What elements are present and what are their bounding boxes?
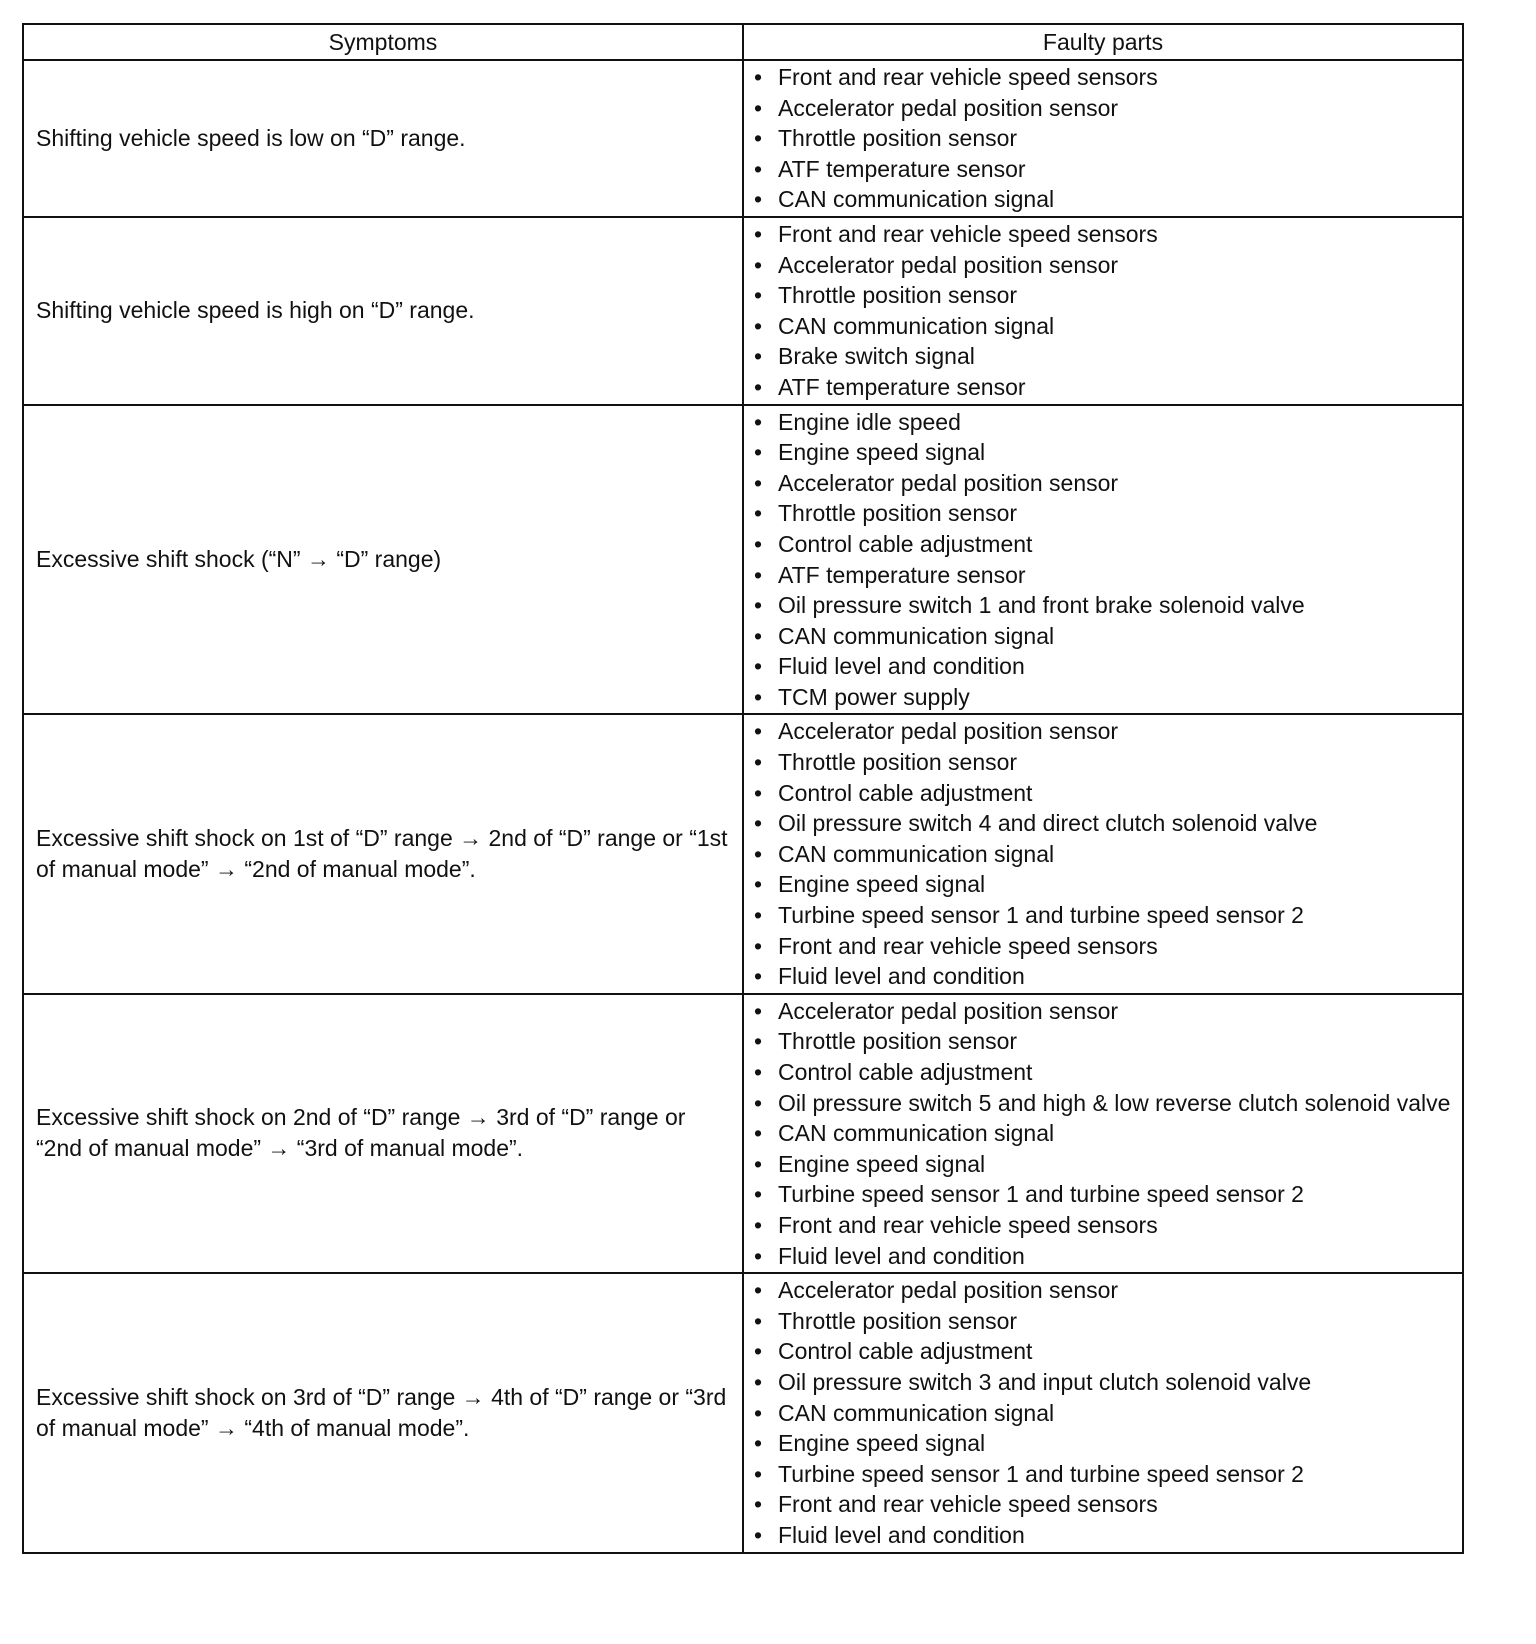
faulty-parts-list	[744, 1274, 1462, 1551]
faulty-part-item: • Engine speed signal	[754, 1428, 1454, 1459]
faulty-part-item: • Accelerator pedal position sensor	[754, 1275, 1454, 1306]
faulty-part-item: • Engine speed signal	[754, 869, 1454, 900]
faulty-part-item: • Front and rear vehicle speed sensors	[754, 931, 1454, 962]
table-row	[23, 217, 1463, 405]
faulty-part-item: • Oil pressure switch 5 and high & low reverse clutch solenoid valve	[754, 1088, 1454, 1119]
faulty-part-item: • Turbine speed sensor 1 and turbine speed sensor 2	[754, 1459, 1454, 1490]
faulty-part-item: • Turbine speed sensor 1 and turbine speed sensor 2	[754, 1179, 1454, 1210]
faulty-part-item: • Fluid level and condition	[754, 651, 1454, 682]
faulty-part-item: • CAN communication signal	[754, 1118, 1454, 1149]
faulty-part-item: • ATF temperature sensor	[754, 154, 1454, 185]
faulty-part-item: • Control cable adjustment	[754, 1057, 1454, 1088]
faulty-part-item: • CAN communication signal	[754, 1398, 1454, 1429]
faulty-parts-list	[744, 61, 1462, 216]
faulty-parts-list	[744, 218, 1462, 404]
faulty-parts-list	[744, 406, 1462, 714]
faulty-part-item: • ATF temperature sensor	[754, 372, 1454, 403]
faulty-parts-cell	[743, 994, 1463, 1273]
faulty-part-item: • Control cable adjustment	[754, 1336, 1454, 1367]
faulty-part-item: • Engine speed signal	[754, 1149, 1454, 1180]
faulty-parts-cell	[743, 405, 1463, 715]
faulty-part-item: • Accelerator pedal position sensor	[754, 716, 1454, 747]
faulty-part-item: • CAN communication signal	[754, 621, 1454, 652]
faulty-part-item: • CAN communication signal	[754, 311, 1454, 342]
faulty-parts-cell	[743, 714, 1463, 993]
faulty-part-item: • Accelerator pedal position sensor	[754, 250, 1454, 281]
faulty-part-item: • CAN communication signal	[754, 184, 1454, 215]
faulty-part-item: • Engine idle speed	[754, 407, 1454, 438]
faulty-part-item: • Throttle position sensor	[754, 747, 1454, 778]
faulty-parts-cell	[743, 60, 1463, 217]
faulty-part-item: • Control cable adjustment	[754, 529, 1454, 560]
faulty-part-item: • Fluid level and condition	[754, 1520, 1454, 1551]
document-sheet	[22, 23, 1462, 1554]
faulty-part-item: • ATF temperature sensor	[754, 560, 1454, 591]
faulty-part-item: • Oil pressure switch 1 and front brake solenoid valve	[754, 590, 1454, 621]
faulty-part-item: • Control cable adjustment	[754, 778, 1454, 809]
header-faulty-parts: Faulty parts	[743, 24, 1463, 60]
symptom-cell: Excessive shift shock (“N” → “D” range)	[23, 405, 743, 715]
symptom-cell: Excessive shift shock on 3rd of “D” range → 4th of “D” range or “3rd of manual mode” → “4th of manual mode”.	[23, 1273, 743, 1552]
header-row	[23, 24, 1463, 60]
symptom-table	[22, 23, 1464, 1554]
table-row	[23, 994, 1463, 1273]
symptom-cell: Excessive shift shock on 1st of “D” range → 2nd of “D” range or “1st of manual mode” → “2nd of manual mode”.	[23, 714, 743, 993]
faulty-parts-list	[744, 715, 1462, 992]
symptom-cell: Excessive shift shock on 2nd of “D” range → 3rd of “D” range or “2nd of manual mode” → “3rd of manual mode”.	[23, 994, 743, 1273]
table-row	[23, 60, 1463, 217]
table-row	[23, 1273, 1463, 1552]
faulty-part-item: • Accelerator pedal position sensor	[754, 996, 1454, 1027]
header-symptoms: Symptoms	[23, 24, 743, 60]
faulty-part-item: • Throttle position sensor	[754, 498, 1454, 529]
faulty-part-item: • Oil pressure switch 3 and input clutch solenoid valve	[754, 1367, 1454, 1398]
faulty-parts-cell	[743, 1273, 1463, 1552]
faulty-part-item: • Engine speed signal	[754, 437, 1454, 468]
faulty-part-item: • Oil pressure switch 4 and direct clutch solenoid valve	[754, 808, 1454, 839]
faulty-part-item: • Front and rear vehicle speed sensors	[754, 219, 1454, 250]
faulty-part-item: • Front and rear vehicle speed sensors	[754, 1489, 1454, 1520]
faulty-part-item: • Throttle position sensor	[754, 123, 1454, 154]
faulty-part-item: • Turbine speed sensor 1 and turbine speed sensor 2	[754, 900, 1454, 931]
table-row	[23, 714, 1463, 993]
faulty-parts-list	[744, 995, 1462, 1272]
symptom-cell: Shifting vehicle speed is high on “D” range.	[23, 217, 743, 405]
faulty-part-item: • Fluid level and condition	[754, 1241, 1454, 1272]
faulty-part-item: • Brake switch signal	[754, 341, 1454, 372]
faulty-part-item: • Accelerator pedal position sensor	[754, 468, 1454, 499]
symptom-cell: Shifting vehicle speed is low on “D” range.	[23, 60, 743, 217]
table-row	[23, 405, 1463, 715]
faulty-part-item: • TCM power supply	[754, 682, 1454, 713]
faulty-part-item: • CAN communication signal	[754, 839, 1454, 870]
faulty-part-item: • Front and rear vehicle speed sensors	[754, 62, 1454, 93]
faulty-part-item: • Fluid level and condition	[754, 961, 1454, 992]
faulty-part-item: • Throttle position sensor	[754, 1026, 1454, 1057]
faulty-part-item: • Throttle position sensor	[754, 280, 1454, 311]
faulty-part-item: • Accelerator pedal position sensor	[754, 93, 1454, 124]
faulty-parts-cell	[743, 217, 1463, 405]
faulty-part-item: • Front and rear vehicle speed sensors	[754, 1210, 1454, 1241]
faulty-part-item: • Throttle position sensor	[754, 1306, 1454, 1337]
table-body	[23, 60, 1463, 1553]
